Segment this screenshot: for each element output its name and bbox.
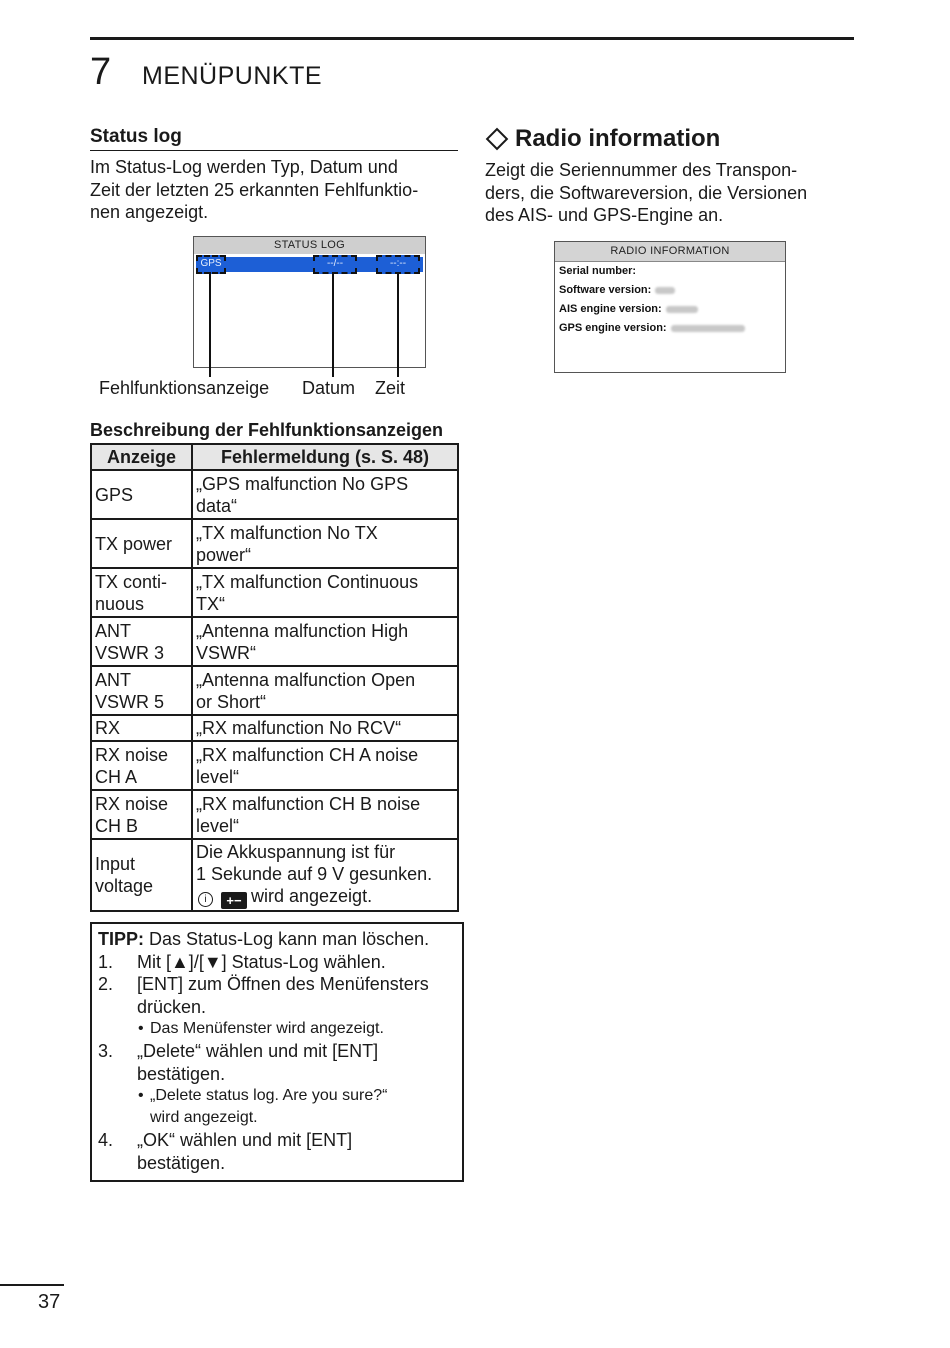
cell-line: ANT	[95, 620, 131, 641]
table-row	[91, 839, 458, 911]
screen-title: RADIO INFORMATION	[555, 242, 785, 262]
error-table	[90, 443, 459, 912]
serial-number-row	[559, 264, 636, 278]
blurred-value	[655, 287, 675, 294]
step-text: [ENT] zum Öffnen des Menüfensters	[137, 974, 429, 994]
tip-sub-bullet	[98, 1018, 462, 1040]
sub-text: wird angezeigt.	[150, 1109, 258, 1126]
info-icon: i	[198, 892, 213, 907]
sub-text: „Delete status log. Are you sure?“	[150, 1087, 388, 1104]
cell-line: „TX malfunction No TX	[196, 522, 378, 543]
callout-line-time	[397, 272, 399, 377]
row-label: Software version:	[559, 284, 652, 296]
cell-line: VSWR 3	[95, 642, 165, 663]
error-table-heading: Beschreibung der Fehlfunktionsanzeigen	[90, 420, 444, 440]
page-number-rule	[0, 1284, 64, 1286]
table-row	[91, 519, 458, 568]
table-header-row	[91, 444, 458, 470]
battery-icon: +−	[221, 892, 247, 909]
cell-line: „Antenna malfunction High	[196, 620, 409, 641]
cell-line: voltage	[95, 876, 154, 896]
status-log-intro	[90, 156, 460, 224]
cell-line: power“	[196, 544, 252, 565]
tip-step	[98, 1063, 462, 1086]
cell-line: nuous	[95, 593, 145, 614]
step-text: „Delete“ wählen und mit [ENT]	[137, 1041, 379, 1061]
step-number: 2.	[98, 974, 114, 994]
bullet: •	[138, 1087, 144, 1104]
tip-step	[98, 996, 462, 1019]
display-cell	[91, 568, 192, 617]
display-cell	[91, 470, 192, 519]
note-text: wird angezeigt.	[251, 886, 373, 906]
intro-line: Zeigt die Seriennummer des Transpon-	[485, 160, 798, 180]
cell-note	[196, 885, 454, 909]
ais-engine-version-row	[559, 302, 698, 316]
cell-line: Die Akkuspannung ist für	[196, 842, 396, 862]
page-number: 37	[38, 1291, 61, 1313]
tip-sub-bullet	[98, 1107, 462, 1129]
gps-engine-version-row	[559, 321, 745, 335]
tip-step	[98, 951, 462, 974]
callout-date-label: Datum	[302, 378, 356, 398]
intro-line: ders, die Softwareversion, die Versionen	[485, 182, 808, 203]
message-cell	[192, 470, 458, 519]
display-cell	[91, 741, 192, 790]
table-row	[91, 666, 458, 715]
tip-intro	[98, 928, 462, 951]
cell-line: VSWR“	[196, 642, 256, 663]
row-label: AIS engine version:	[559, 303, 662, 315]
row-label: Serial number:	[559, 265, 637, 277]
column-header: Fehlermeldung (s. S. 48)	[192, 444, 458, 470]
type-indicator: GPS	[196, 255, 226, 274]
cell-line: ANT	[95, 669, 131, 690]
display-cell	[91, 519, 192, 568]
table-row	[91, 741, 458, 790]
step-text: Mit [▲]/[▼] Status-Log wählen.	[137, 951, 386, 972]
cell-line: CH B	[95, 815, 139, 836]
cell-line: level“	[196, 766, 240, 787]
message-cell	[192, 666, 458, 715]
row-label: GPS engine version:	[559, 322, 667, 334]
tip-box	[90, 922, 464, 1182]
chapter-title: MENÜPUNKTE	[142, 62, 323, 90]
screen-title: STATUS LOG	[194, 237, 425, 254]
status-log-heading: Status log	[90, 126, 458, 151]
bullet: •	[138, 1020, 144, 1037]
cell-line: RX noise	[95, 793, 169, 814]
table-row	[91, 790, 458, 839]
message-cell	[192, 839, 458, 911]
display-cell	[91, 617, 192, 666]
cell-line: VSWR 5	[95, 691, 165, 712]
tip-label: TIPP:	[98, 929, 145, 949]
intro-line: nen angezeigt.	[90, 202, 209, 222]
chapter-number: 7	[90, 51, 112, 93]
cell-line: 1 Sekunde auf 9 V gesunken.	[196, 864, 433, 884]
radio-info-screen	[554, 241, 786, 373]
step-text: drücken.	[137, 996, 207, 1017]
cell-line: „GPS malfunction No GPS	[196, 473, 409, 494]
radio-info-heading	[485, 124, 720, 154]
step-text: „OK“ wählen und mit [ENT]	[137, 1130, 353, 1150]
cell-line: TX“	[196, 593, 225, 614]
callout-line-date	[332, 272, 334, 377]
display-cell	[91, 666, 192, 715]
intro-line: Im Status-Log werden Typ, Datum und	[90, 157, 398, 177]
step-text: bestätigen.	[137, 1152, 226, 1173]
callout-type-label: Fehlfunktionsanzeige	[99, 378, 270, 398]
sub-text: Das Menüfenster wird angezeigt.	[150, 1020, 384, 1037]
cell-line: „RX malfunction No RCV“	[196, 718, 402, 738]
date-indicator: --/--	[313, 255, 357, 274]
display-cell	[91, 715, 192, 741]
time-indicator: --:--	[376, 255, 420, 274]
cell-line: „RX malfunction CH A noise	[196, 744, 419, 765]
header-rule	[90, 37, 854, 40]
callout-line-type	[209, 272, 211, 377]
status-log-screen	[193, 236, 426, 368]
tip-step	[98, 973, 462, 996]
tip-step	[98, 1040, 462, 1063]
step-text: bestätigen.	[137, 1063, 226, 1084]
cell-line: TX power	[95, 533, 173, 554]
table-row	[91, 568, 458, 617]
cell-line: GPS	[95, 484, 134, 505]
cell-line: RX noise	[95, 744, 169, 765]
tip-sub-bullet	[98, 1085, 462, 1107]
message-cell	[192, 741, 458, 790]
cell-line: level“	[196, 815, 240, 836]
cell-line: „Antenna malfunction Open	[196, 669, 416, 690]
step-number: 3.	[98, 1041, 114, 1061]
display-cell	[91, 839, 192, 911]
cell-line: TX conti-	[95, 571, 168, 592]
software-version-row	[559, 283, 675, 297]
blurred-value	[671, 325, 745, 332]
cell-line: Input	[95, 854, 136, 874]
cell-line: „TX malfunction Continuous	[196, 571, 419, 592]
diamond-icon	[486, 128, 509, 151]
step-number: 4.	[98, 1130, 114, 1150]
cell-line: data“	[196, 495, 238, 516]
table-row	[91, 470, 458, 519]
intro-line: Zeit der letzten 25 erkannten Fehlfunktio-	[90, 179, 419, 200]
cell-line: RX	[95, 718, 121, 738]
step-number: 1.	[98, 951, 114, 972]
blurred-value	[666, 306, 698, 313]
message-cell	[192, 790, 458, 839]
message-cell	[192, 617, 458, 666]
radio-info-intro	[485, 159, 855, 227]
cell-line: or Short“	[196, 691, 267, 712]
cell-line: „RX malfunction CH B noise	[196, 793, 421, 814]
message-cell	[192, 519, 458, 568]
tip-step	[98, 1129, 462, 1152]
column-header: Anzeige	[91, 444, 192, 470]
callout-time-label: Zeit	[375, 378, 406, 398]
cell-line: CH A	[95, 766, 138, 787]
intro-line: des AIS- und GPS-Engine an.	[485, 205, 724, 225]
radio-info-title: Radio information	[515, 125, 721, 152]
table-row	[91, 715, 458, 741]
table-row	[91, 617, 458, 666]
tip-step	[98, 1152, 462, 1175]
tip-text: Das Status-Log kann man löschen.	[144, 929, 430, 949]
message-cell	[192, 568, 458, 617]
message-cell	[192, 715, 458, 741]
display-cell	[91, 790, 192, 839]
